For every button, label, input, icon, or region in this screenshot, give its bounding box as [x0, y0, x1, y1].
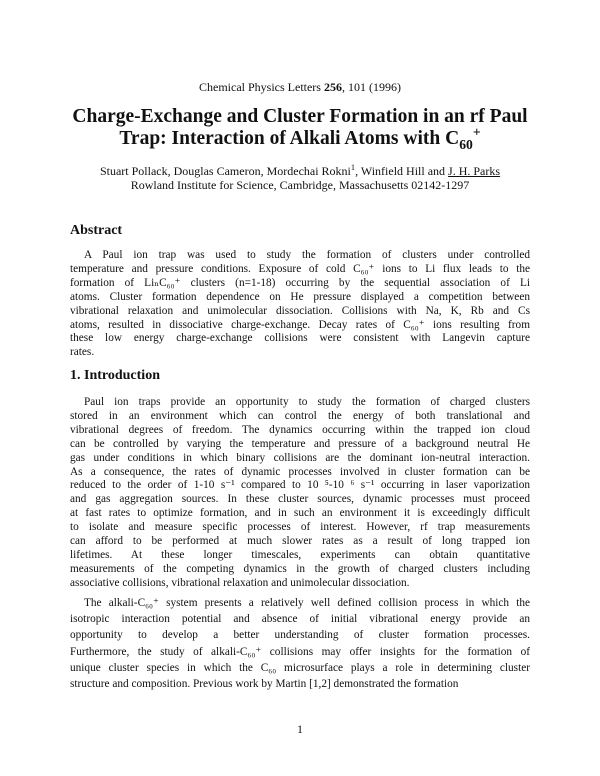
journal-pages: , 101 (1996): [341, 80, 401, 94]
journal-citation: [0, 80, 600, 95]
text-line: opportunity to develop a better understanding of cluster formation processes.: [70, 629, 530, 642]
introduction-paragraph-2: [70, 595, 530, 692]
text-line: temperature and pressure conditions. Exposure of cold C₆₀⁺ ions to Li flux leads to the: [70, 262, 530, 275]
text-line: can afford to be performed at much slower rates as a result of long trapped ion: [70, 535, 530, 548]
text-line: Furthermore, the study of alkali-C₆₀⁺ collisions may offer insights for the formation of: [70, 645, 530, 658]
journal-name: Chemical Physics Letters: [199, 80, 321, 94]
text-line: isotropic interaction potential and absence of initial vibrational energy provide an: [70, 613, 530, 626]
text-line: and gas aggregation sources. In these cluster sources, dynamic processes must proceed: [70, 493, 530, 506]
text-line: vibrational degrees of freedom. The dynamics occurring within the trapped ion cloud: [70, 423, 530, 436]
text-line: atoms. Cluster formation dependence on He pressure displayed a competition between: [70, 290, 530, 303]
text-line: unique cluster species in which the C₆₀ microsurface plays a role in determining cluster: [70, 661, 530, 674]
text-line: rates.: [70, 346, 95, 359]
text-line: lifetimes. At these longer timescales, experiments can obtain quantitative: [70, 548, 530, 561]
page-number: 1: [297, 722, 303, 736]
text-line: Paul ion traps provide an opportunity to study the formation of charged clusters: [84, 396, 530, 408]
title-line-1: Charge-Exchange and Cluster Formation in an rf Paul: [72, 106, 528, 127]
author-list: Stuart Pollack, Douglas Cameron, Mordechai Rokni$^1$, Winfield Hill and J. H. Parks: [99, 163, 501, 178]
introduction-heading: 1. Introduction: [70, 368, 160, 383]
introduction-paragraph-1: [70, 396, 530, 591]
abstract-heading: Abstract: [70, 223, 123, 238]
abstract-body: [70, 249, 530, 360]
text-line: associative collisions, vibrational relaxation and unimolecular dissociation.: [70, 576, 410, 589]
text-line: The alkali-C₆₀⁺ system presents a relatively well defined collision process in which the: [84, 597, 530, 609]
text-line: at fast rates to optimize formation, and in such an environment it is exceedingly difficult: [70, 507, 530, 520]
text-line: A Paul ion trap was used to study the formation of clusters under controlled: [84, 249, 530, 261]
text-line: gas under conditions in which binary collisions are the dominant ion-neutral interaction.: [70, 451, 530, 464]
text-line: atoms, resulted in dissociative charge-exchange. Decay rates of C₆₀⁺ ions resulting from: [70, 318, 530, 331]
title-line-2: Trap: Interaction of Alkali Atoms with $C_{60}^+$: [119, 124, 481, 152]
text-line: As a consequence, the rates of dynamic processes involved in cluster formation can be: [70, 465, 530, 478]
text-line: can be controlled by varying the temperature and pressure of a background neutral He: [70, 437, 530, 450]
text-line: reduced to the order of 1-10 s⁻¹ compared to 10 ⁵-10 ⁶ s⁻¹ occurring in laser vaporization: [70, 479, 530, 492]
text-line: vibrational relaxation and unimolecular dissociation. Collisions with Na, K, Rb and Cs: [70, 304, 530, 317]
affiliation: Rowland Institute for Science, Cambridge, Massachusetts 02142-1297: [130, 178, 470, 192]
text-line: stored in an environment which can control the energy of both translational and: [70, 409, 530, 422]
text-line: these low energy charge-exchange collisions were consistent with Langevin capture: [70, 332, 530, 345]
footnote-marker: 1: [350, 163, 356, 172]
text-line: structure and composition. Previous work by Martin [1,2] demonstrated the formation: [70, 678, 459, 691]
paper-title: [60, 106, 540, 150]
text-line: to isolate and measure specific processes of interest. However, rf trap measurements: [70, 521, 530, 534]
journal-volume: 256: [323, 80, 342, 94]
author-link[interactable]: J. H. Parks: [448, 164, 501, 178]
text-line: formation of LiₙC₆₀⁺ clusters (n=1-18) occurring by the sequential association of Li: [70, 276, 530, 289]
text-line: measurements of the competing dynamics in the growth of charged clusters including: [70, 562, 530, 575]
